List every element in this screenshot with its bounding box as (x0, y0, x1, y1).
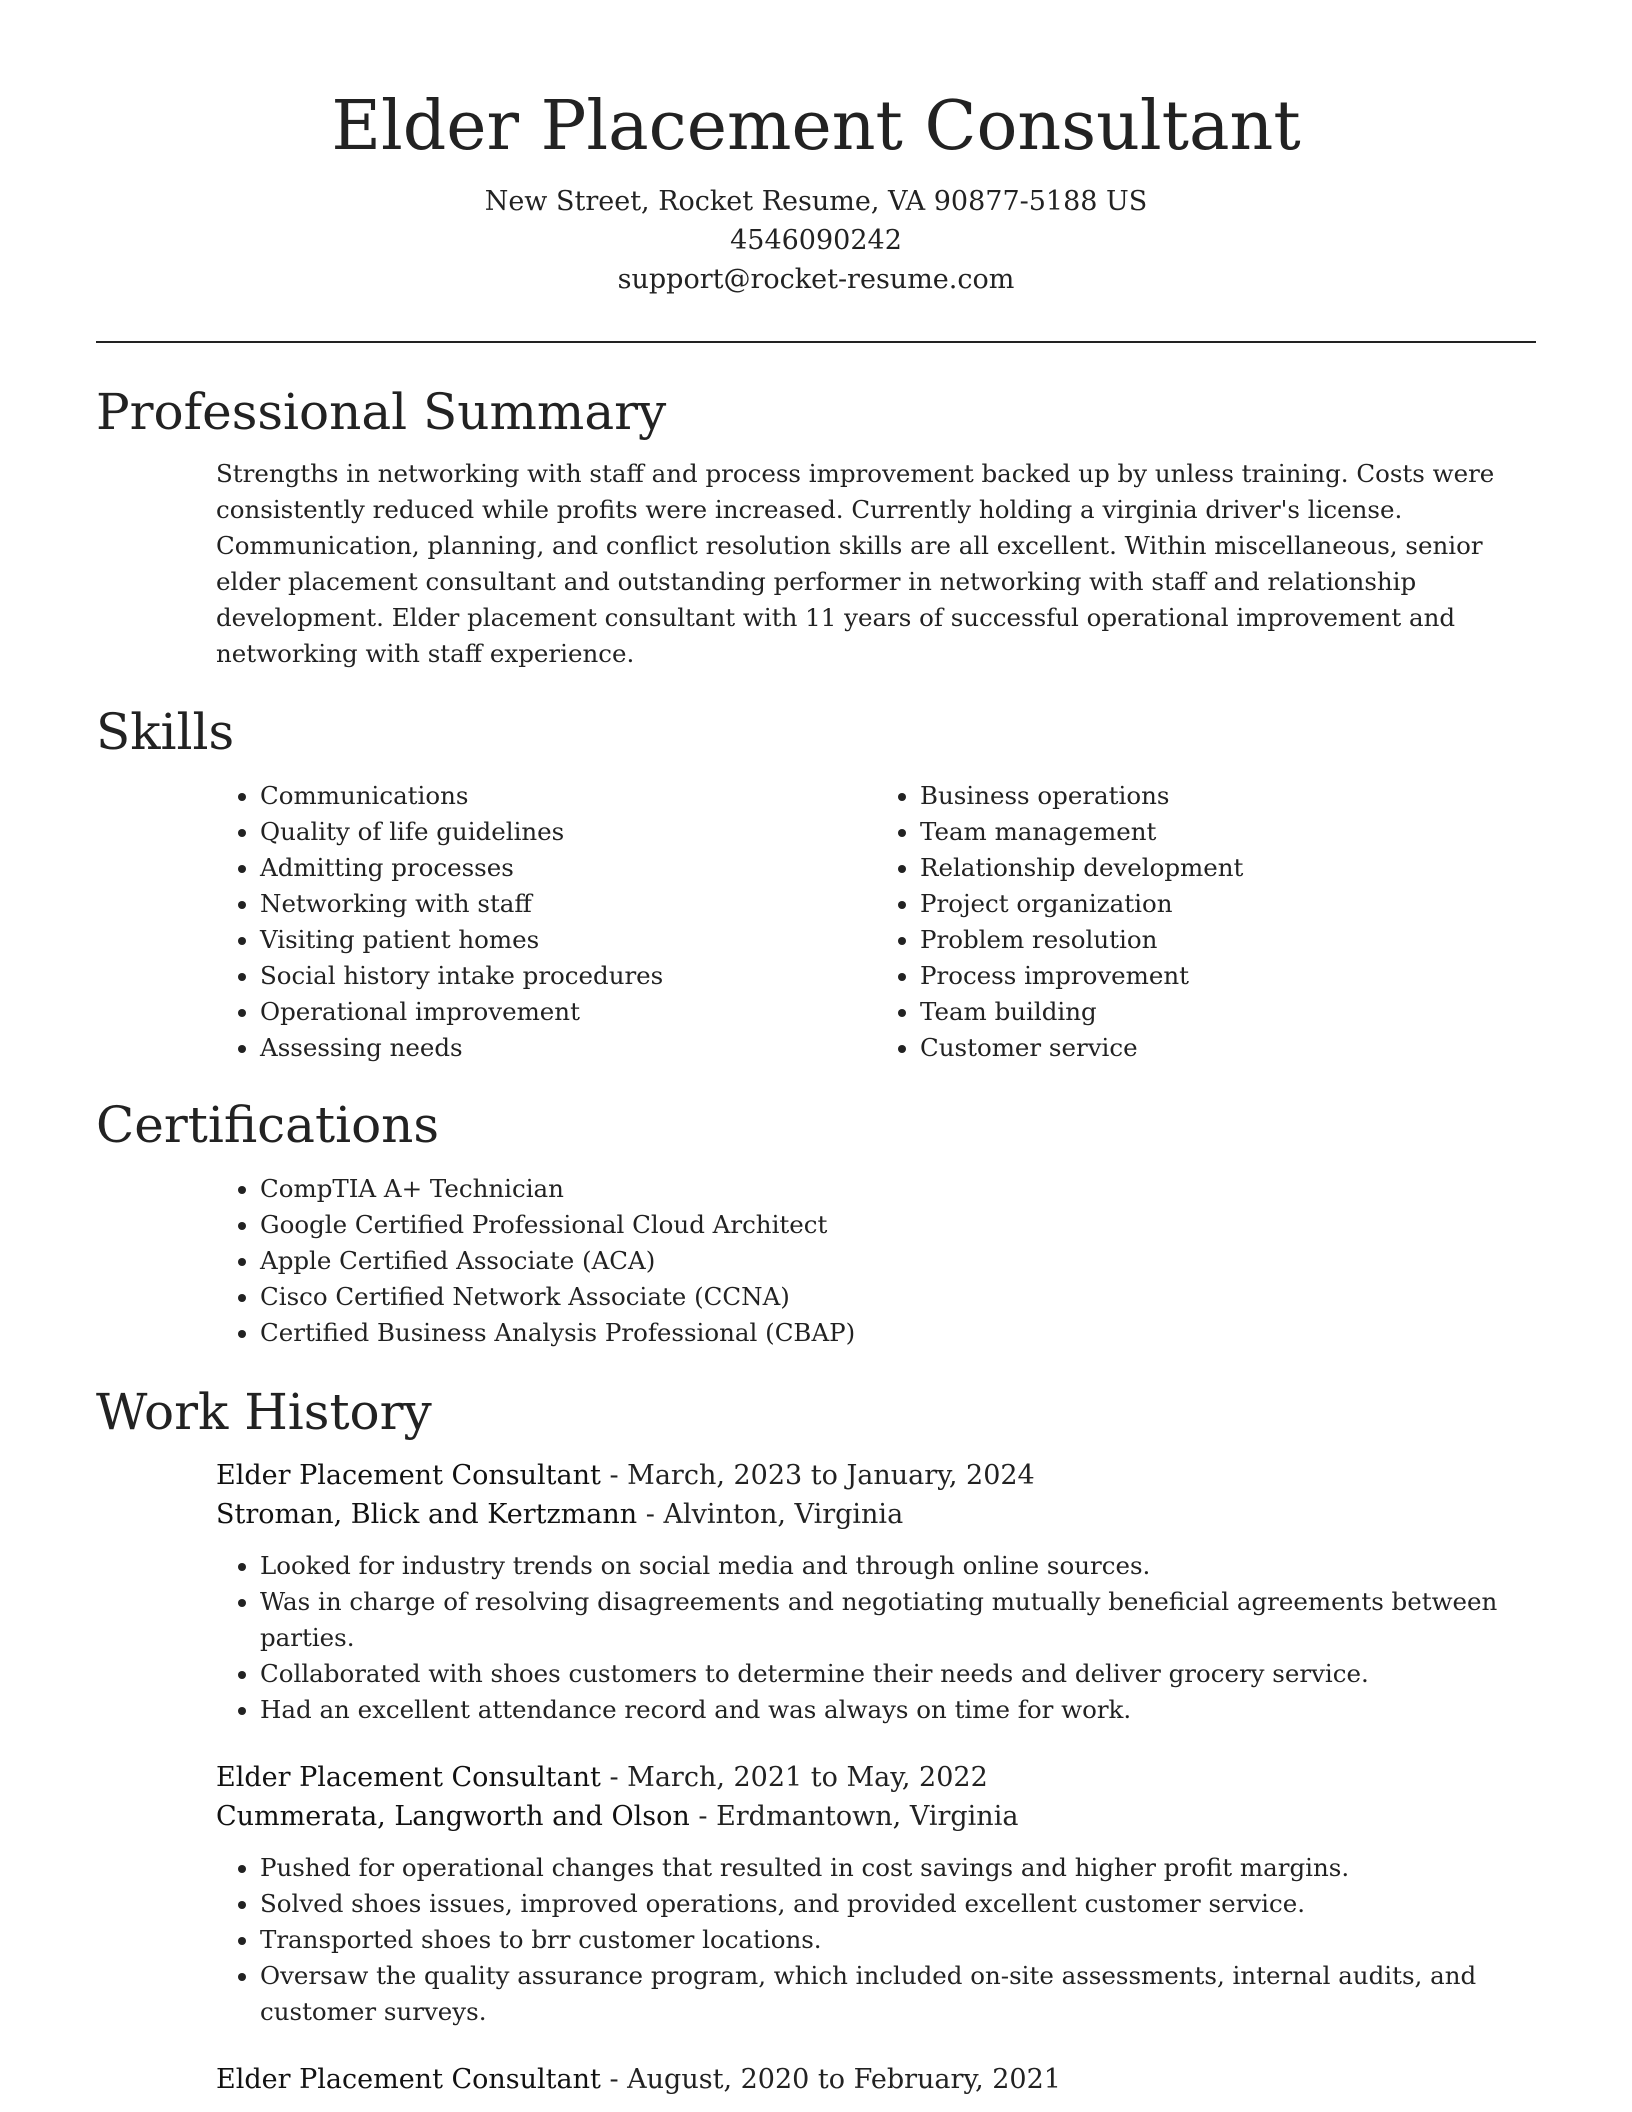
job-duty: • Collaborated with shoes customers to determine their needs and deliver grocery service. (260, 1656, 1536, 1692)
skills-columns (216, 778, 1536, 1066)
job-separator: - (689, 1801, 717, 1832)
skill-item: • Customer service (920, 1030, 1536, 1066)
contact-address: New Street, Rocket Resume, VA 90877-5188 US (484, 186, 1148, 217)
skills-list-right (876, 778, 1536, 1066)
job-duty: • Solved shoes issues, improved operations, and provided excellent customer service. (260, 1886, 1536, 1922)
skill-item: • Communications (260, 778, 876, 814)
job-duties (216, 1548, 1536, 1728)
summary-text: Strengths in networking with staff and process improvement backed up by unless training. Costs were consistently reduced while profits were increased. Currently holding a virginia driver's license. Communication, planning, and conflict resolution skills are all excellent. Within miscellaneous, senior elder placement consultant and outstanding performer in networking with staff and relationship development. Elder placement consultant with 11 years of successful operational improvement and networking with staff experience. (216, 459, 1495, 668)
job-separator: - (600, 2064, 628, 2095)
section-title-work-history: Work History (96, 1383, 432, 1441)
job-duty: • Had an excellent attendance record and was always on time for work. (260, 1692, 1536, 1728)
skill-item: • Visiting patient homes (260, 922, 876, 958)
job-duties-list (216, 1548, 1536, 1728)
job-company: Cummerata, Langworth and Olson (216, 1801, 690, 1832)
skill-item: • Project organization (920, 886, 1536, 922)
job-role-line (216, 2060, 1536, 2099)
certification-item: • Certified Business Analysis Professional (CBAP) (260, 1315, 1536, 1351)
certification-item: • Cisco Certified Network Associate (CCNA) (260, 1279, 1536, 1315)
skill-item: • Operational improvement (260, 994, 876, 1030)
skill-item: • Assessing needs (260, 1030, 876, 1066)
job-dates: August, 2020 to February, 2021 (627, 2064, 1061, 2095)
section-title-summary: Professional Summary (96, 383, 667, 441)
contact-block (0, 182, 1632, 299)
job-entry (216, 2060, 1536, 2099)
contact-email: support@rocket-resume.com (617, 264, 1015, 295)
job-entry (216, 1456, 1536, 1534)
job-dates: March, 2023 to January, 2024 (627, 1460, 1035, 1491)
skill-item: • Networking with staff (260, 886, 876, 922)
job-separator: - (637, 1499, 664, 1530)
job-company-line (216, 1495, 1536, 1534)
job-role: Elder Placement Consultant (216, 2064, 601, 2095)
work-history-section (96, 1380, 1536, 2099)
job-role-line (216, 1758, 1536, 1797)
skill-item: • Team management (920, 814, 1536, 850)
job-role-line (216, 1456, 1536, 1495)
job-dates: March, 2021 to May, 2022 (627, 1762, 988, 1793)
candidate-name: Elder Placement Consultant (331, 87, 1301, 166)
job-location: Erdmantown, Virginia (716, 1801, 1019, 1832)
section-title-skills: Skills (96, 703, 235, 761)
contact-phone: 4546090242 (730, 225, 902, 256)
job-duty: • Transported shoes to brr customer locations. (260, 1922, 1536, 1958)
skill-item: • Social history intake procedures (260, 958, 876, 994)
job-separator: - (600, 1762, 628, 1793)
skills-list-left (216, 778, 876, 1066)
job-duty: • Looked for industry trends on social media and through online sources. (260, 1548, 1536, 1584)
certifications-list (216, 1171, 1536, 1351)
job-duty: • Was in charge of resolving disagreements and negotiating mutually beneficial agreements between parties. (260, 1584, 1536, 1656)
skill-item: • Problem resolution (920, 922, 1536, 958)
job-duties-list (216, 1850, 1536, 2030)
section-title-certifications: Certifications (96, 1096, 440, 1154)
job-entry (216, 1758, 1536, 1836)
skill-item: • Process improvement (920, 958, 1536, 994)
job-location: Alvinton, Virginia (663, 1499, 904, 1530)
job-duty: • Oversaw the quality assurance program, which included on-site assessments, internal audits, and customer surveys. (260, 1958, 1536, 2030)
job-duties (216, 1850, 1536, 2030)
certification-item: • Apple Certified Associate (ACA) (260, 1243, 1536, 1279)
job-duty: • Pushed for operational changes that resulted in cost savings and higher profit margins. (260, 1850, 1536, 1886)
job-role: Elder Placement Consultant (216, 1762, 601, 1793)
skill-item: • Quality of life guidelines (260, 814, 876, 850)
job-separator: - (600, 1460, 628, 1491)
skill-item: • Team building (920, 994, 1536, 1030)
header-divider (96, 341, 1536, 343)
resume-header (0, 0, 1632, 299)
job-role: Elder Placement Consultant (216, 1460, 601, 1491)
skill-item: • Admitting processes (260, 850, 876, 886)
certifications-section (96, 1093, 1536, 1351)
certification-item: • CompTIA A+ Technician (260, 1171, 1536, 1207)
certifications-block (216, 1171, 1536, 1351)
job-company-line (216, 1797, 1536, 1836)
summary-section (96, 380, 1536, 672)
certification-item: • Google Certified Professional Cloud Architect (260, 1207, 1536, 1243)
skill-item: • Business operations (920, 778, 1536, 814)
job-company: Stroman, Blick and Kertzmann (216, 1499, 638, 1530)
skills-section (96, 700, 1536, 1066)
skill-item: • Relationship development (920, 850, 1536, 886)
